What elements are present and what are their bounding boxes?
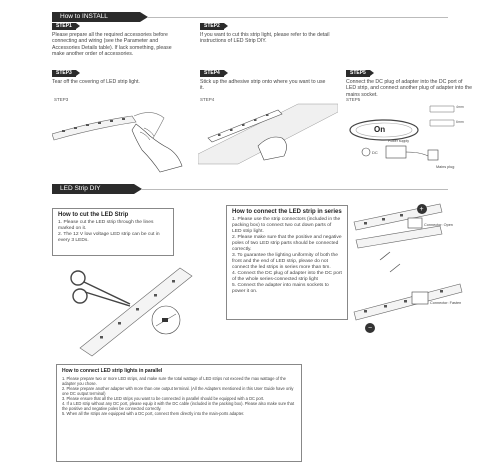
diy-heading-text: LED Strip DIY: [60, 185, 101, 192]
dc-label: DC: [372, 150, 378, 155]
step2-text: If you want to cut this strip light, please refer to the detail instructions of LED Strip DIY.: [200, 32, 330, 45]
step4-tag-text: STEP4: [204, 70, 220, 76]
step5-text: Connect the DC plug of adapter into the DC port of LED strip, and connect another plug of adapter into the mains socket.: [346, 79, 473, 98]
series-line-1: 1. Please use the strip connectors (included in the packing box) to connect two cut down parts of LED strip light.: [232, 217, 341, 234]
diy-heading: [52, 184, 134, 194]
svg-text:+: +: [419, 206, 424, 213]
step3-tag: [52, 70, 76, 77]
step3-text: Tear off the covering of LED strip light.: [52, 79, 140, 85]
mains-plug-icon: [428, 150, 438, 160]
step5-illustration: [344, 94, 474, 174]
direction-arrows: [380, 252, 400, 272]
step4-tag: [200, 70, 224, 77]
step4-text: Stick up the adhesive strip onto where you want to use it.: [200, 79, 326, 92]
cut-line-2: 2. The 12 V low voltage LED strip can be cut in every 3 LEDs.: [58, 232, 160, 243]
svg-text:−: −: [368, 325, 373, 332]
parallel-box-title: How to connect LED strip lights in parallel: [62, 368, 163, 374]
install-heading: [52, 12, 140, 22]
mains-plug-label: Mains plug: [436, 165, 455, 169]
parallel-line-3: 3. Please ensure that all the LED strips you want to be connected in parallel should be equipped with a DC port.: [62, 396, 265, 401]
connector-fasten-icon: [412, 292, 428, 304]
cut-box-title: How to cut the LED Strip: [58, 212, 129, 218]
connector-open-label: Connector: Open: [424, 223, 453, 227]
parallel-box: [56, 364, 302, 462]
connector-open-icon: [408, 218, 422, 228]
parallel-line-5: 5. When all the strips are equipped with a DC port, connect them directly into the main-ports adapter.: [62, 411, 245, 416]
step2-tag-text: STEP2: [204, 23, 220, 29]
step2-tag: [200, 23, 224, 30]
step1-text: Please prepare all the required accessories before connecting and wiring (see the Parameter and Accessories Details table). If lack something, please make another order of accessories.: [52, 32, 172, 58]
power-supply-label: Power supply: [388, 139, 410, 143]
power-supply-icon: [386, 146, 406, 158]
step5-tag-text: STEP5: [350, 70, 366, 76]
diy-rule: [142, 189, 448, 190]
install-rule: [148, 17, 448, 18]
dc-port-icon: [362, 148, 370, 156]
size-4mm-label: 4mm: [456, 105, 464, 109]
install-heading-text: How to INSTALL: [60, 13, 108, 20]
scissors-icon: [71, 271, 85, 285]
step3-illustration: [52, 94, 187, 174]
step4-illus-label: STEP4: [200, 97, 215, 102]
step4-illustration: [198, 94, 338, 174]
parallel-line-1: 1. Please prepare two or more LED strips, and make sure the total wattage of LED strips not exceed the max wattage of the adapter you chose.: [62, 376, 286, 386]
cut-box: [52, 208, 174, 256]
size-6mm-label: 6mm: [456, 120, 464, 124]
series-box: [226, 205, 348, 320]
series-line-3: 3. To guarantee the lighting uniformity of both the front and the end of LED strip, please do not connect the led strips in series more than 5m.: [232, 253, 338, 270]
step1-tag-text: STEP1: [56, 23, 72, 29]
series-line-2: 2. Please make sure that the positive and negative poles of two LED strip parts should be connected correctly.: [232, 235, 342, 252]
step3-illus-label: STEP3: [54, 97, 69, 102]
cut-line-1: 1. Please cut the LED strip through the lines marked on it.: [58, 220, 154, 231]
parallel-line-2: 2. Please prepare another adapter with more than one output terminal. (All the Adapters mentioned in this User Guide have only one DC output terminal): [62, 386, 294, 396]
step5-tag: [346, 70, 370, 77]
connector-illustration: [350, 200, 472, 340]
step3-tag-text: STEP3: [56, 70, 72, 76]
cut-illustration: [60, 258, 220, 358]
parallel-line-4: 4. If a LED strip without any DC port, please equip it with the DC cable (included in the packing box). Please also make sure that the positive and negative poles be connected correctly.: [62, 401, 295, 411]
on-label: On: [374, 125, 386, 134]
connector-fasten-label: Connector: Fasten: [430, 301, 462, 305]
series-box-title: How to connect the LED strip in series: [232, 209, 342, 215]
series-line-4: 4. Connect the DC plug of adapter into the DC port of the whole series-connected strip light: [232, 271, 342, 282]
step1-tag: [52, 23, 76, 30]
series-line-5: 5. Connect the adapter into mains sockets to power it on.: [232, 283, 329, 294]
step5-illus-label: STEP5: [346, 97, 361, 102]
